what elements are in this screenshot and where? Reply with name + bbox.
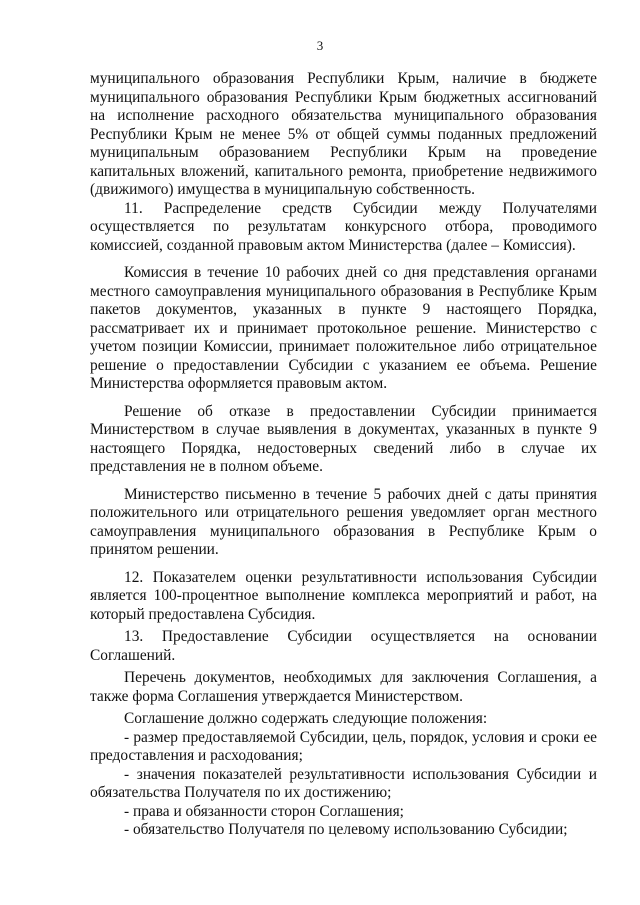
paragraph-refusal: Решение об отказе в предоставлении Субсидии принимается Министерством в случае выявления в документах, указанных в пункте 9 настоящего Порядка, недостоверных сведений либо в случае их представления не в полном объеме.: [90, 402, 597, 475]
paragraph-item-12: 12. Показателем оценки результативности использования Субсидии является 100-процентное выполнение комплекса мероприятий и работ, на который предоставлена Субсидия.: [90, 568, 597, 623]
list-item-amount: - размер предоставляемой Субсидии, цель, порядок, условия и сроки ее предоставления и расходования;: [90, 728, 597, 764]
paragraph-commission: Комиссия в течение 10 рабочих дней со дня представления органами местного самоуправления муниципального образования в Республике Крым пакетов документов, указанных в пункте 9 настоящего Порядка, рассматривает их и принимает протокольное решение. Министерство с учетом позиции Комиссии, принимает положительное либо отрицательное решение о предоставлении Субсидии с указанием ее объема. Решение Министерства оформляется правовым актом.: [90, 264, 597, 392]
paragraph-continuation: муниципального образования Республики Крым, наличие в бюджете муниципального образования Республики Крым бюджетных ассигнований на исполнение расходного обязательства муниципального образования Республики Крым не менее 5% от общей суммы поданных предложений муниципальным образованием Республики Крым на проведение капитальных вложений, капитального ремонта, приобретение недвижимого (движимого) имущества в муниципальную собственность.: [90, 70, 597, 198]
page-number: 3: [316, 38, 324, 53]
list-item-rights: - права и обязанности сторон Соглашения;: [124, 802, 404, 820]
paragraph-item-13: 13. Предоставление Субсидии осуществляется на основании Соглашений.: [90, 628, 597, 664]
paragraph-agreement-intro: Соглашение должно содержать следующие положения:: [124, 710, 488, 727]
list-item-obligation: - обязательство Получателя по целевому использованию Субсидии;: [124, 821, 568, 838]
paragraph-item-11: 11. Распределение средств Субсидии между Получателями осуществляется по результатам конкурсного отбора, проводимого комиссией, созданной правовым актом Министерства (далее – Комиссия).: [90, 199, 597, 254]
paragraph-document-list: Перечень документов, необходимых для заключения Соглашения, а также форма Соглашения утверждается Министерством.: [90, 669, 597, 705]
list-item-indicators: - значения показателей результативности использования Субсидии и обязательства Получателя по их достижению;: [90, 765, 597, 801]
document-body: [90, 70, 597, 840]
paragraph-notification: Министерство письменно в течение 5 рабочих дней с даты принятия положительного или отрицательного решения уведомляет орган местного самоуправления муниципального образования в Республике Крым о принятом решении.: [90, 485, 597, 558]
